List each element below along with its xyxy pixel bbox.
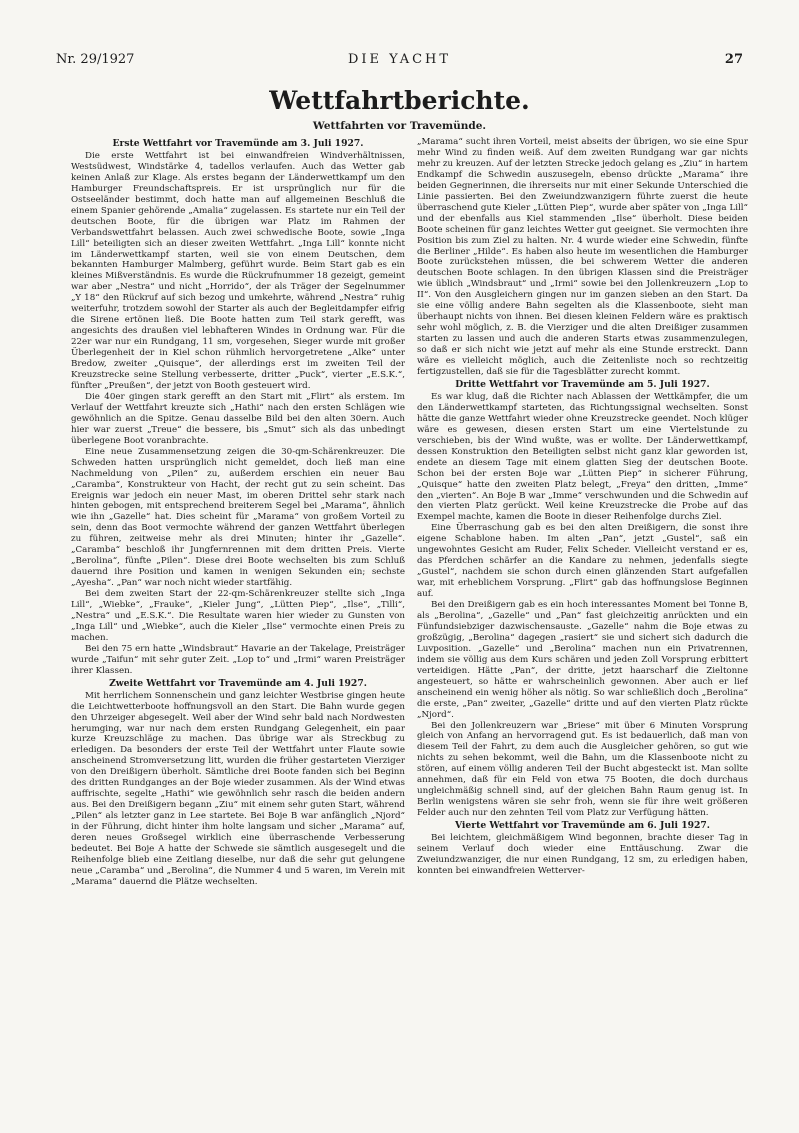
paragraph: Es war klug, daß die Richter nach Ablassen der Wettkämpfer, die um den Länderwettkampf starteten, das Richtungssignal wechselten. Sonst hätte die ganze Wettfahrt wieder ohne Kreuzstrecke geendet. Noch klüger wäre es gewesen, diesen ersten Start um eine Viertelstunde zu verschieben, bis der Wind wußte, was er wollte. Der Länderwettkampf, dessen Konstruktion den Beteiligten selbst nicht ganz klar geworden ist, endete an diesem Tage mit einem glatten Sieg der deutschen Boote. Schon bei der ersten Boje war „Lütten Piep“ in sicherer Führung, „Quisque“ hatte den zweiten Platz belegt, „Freya“ den dritten, „Imme“ den „vierten“. An Boje B war „Imme“ verschwunden und die Schwedin auf den vierten Platz gerückt. Weil keine Kreuzstrecke die Probe auf das Exempel machte, kamen die Boote in dieser Reihenfolge durchs Ziel. <box>417 391 748 523</box>
section-heading: Vierte Wettfahrt vor Travemünde am 6. Juli 1927. <box>454 820 711 832</box>
paragraph: Die erste Wettfahrt ist bei einwandfreien Windverhältnissen, Westsüdwest, Windstärke 4, tadellos verlaufen. Auch das Wetter gab keinen Anlaß zur Klage. Als erstes begann der Länderwettkampf um den Hamburger Freundschaftspreis. Er ist ursprünglich nur für die Ostseeländer bestimmt, doch hatte man auf allgemeinen Beschluß die einem Spanier gehörende „Amalia“ zugelassen. Es startete nur ein Teil der deutschen Boote, für die übrigen war Platz im Rahmen der Verbandswettfahrt belassen. Auch zwei schwedische Boote, sowie „Inga Lill“ beteiligten sich an dieser zweiten Wettfahrt. „Inga Lill“ konnte nicht im Länderwettkampf starten, weil sie von einem Deutschen, dem bekannten Hamburger Malmberg, geführt wurde. Beim Start gab es ein kleines Mißverständnis. Es wurde die Rückrufnummer 18 gezeigt, gemeint war aber „Nestra“ und nicht „Horrido“, der als Träger der Segelnummer „Y 18“ den Rückruf auf sich bezog und umkehrte, während „Nestra“ ruhig weiterfuhr, trotzdem sowohl der Starter als auch der Begleitdampfer eifrig die Sirene ertönen ließ. Die Boote hatten zum Teil stark gerefft, was angesichts des draußen viel lebhafteren Windes in Ordnung war. Für die 22er war nur ein Rundgang, 11 sm, vorgesehen, Sieger wurde mit großer Überlegenheit der in Kiel schon rühmlich hervorgetretene „Alke“ unter Bredow, zweiter „Quisque“, der allerdings erst im zweiten Teil der Kreuzstrecke seine Stellung verbesserte, dritter „Puck“, vierter „E.S.K.“, fünfter „Preußen“, der jetzt von Booth gesteuert wird. <box>71 150 405 391</box>
left-column <box>71 137 405 1097</box>
paragraph: „Marama“ sucht ihren Vorteil, meist abseits der übrigen, wo sie eine Spur mehr Wind zu finden weiß. Auf dem zweiten Rundgang war gar nichts mehr zu kreuzen. Auf der letzten Strecke jedoch gelang es „Ziu“ in hartem Endkampf die Schwedin auszusegeln, ebenso drückte „Marama“ ihre beiden Gegnerinnen, die ihrerseits nur mit einer Sekunde Unterschied die Linie passierten. Bei den Zweiundzwanzigern führte zuerst die heute überraschend gute Kieler „Lütten Piep“, wurde aber später von „Inga Lill“ und der ebenfalls aus Kiel stammenden „Ilse“ überholt. Diese beiden Boote scheinen für ganz leichtes Wetter gut geeignet. Sie vermochten ihre Position bis zum Ziel zu halten. Nr. 4 wurde wieder eine Schwedin, fünfte die Berliner „Hilde“. Es haben also heute im wesentlichen die Hamburger Boote zurückstehen müssen, die bei schwerem Wetter die anderen deutschen Boote schlagen. In den übrigen Klassen sind die Preisträger wie üblich „Windsbraut“ und „Irmi“ sowie bei den Jollenkreuzern „Lop to II“. Von den Ausgleichern gingen nur im ganzen sieben an den Start. Da sie eine völlig andere Bahn segelten als die Klassenboote, sieht man überhaupt nichts von ihnen. Bei diesen kleinen Feldern wäre es praktisch sehr wohl möglich, z. B. die Vierziger und die alten Dreißiger zusammen starten zu lassen und auch die anderen Starts etwas zusammenzulegen, so daß er sich nicht wie jetzt auf mehr als eine Stunde erstreckt. Dann wäre es vielleicht möglich, auch die Zeitenliste noch so rechtzeitig fertigzustellen, daß sie für die Tagesblätter zurecht kommt. <box>417 137 748 378</box>
paragraph: Bei den Jollenkreuzern war „Briese“ mit über 6 Minuten Vorsprung gleich von Anfang an hervorragend gut. Es ist bedauerlich, daß man von diesem Teil der Fahrt, zu dem auch die Ausgleicher gehören, so gut wie nichts zu sehen bekommt, weil die Bahn, um die Klassenboote nicht zu stören, auf einem völlig anderen Teil der Bucht abgesteckt ist. Man sollte annehmen, daß für ein Feld von etwa 75 Booten, die doch durchaus ungleichmäßig schnell sind, auf der gleichen Bahn Raum genug ist. In Berlin wenigstens wären sie sehr froh, wenn sie für ihre weit größeren Felder auch nur den zehnten Teil vom Platz zur Verfügung hätten. <box>417 720 748 819</box>
right-column <box>417 137 748 1097</box>
section-heading: Zweite Wettfahrt vor Travemünde am 4. Juli 1927. <box>109 677 367 689</box>
paragraph: Bei den 75 ern hatte „Windsbraut“ Havarie an der Takelage, Preisträger wurde „Taifun“ mit sehr guter Zeit. „Lop to“ und „Irmi“ waren Preisträger ihrer Klassen. <box>71 643 405 676</box>
paragraph: Bei dem zweiten Start der 22-qm-Schärenkreuzer stellte sich „Inga Lill“, „Wiebke“, „Frauke“, „Kieler Jung“, „Lütten Piep“, „Ilse“, „Tilli“, „Nestra“ und „E.S.K.“. Die Resultate waren hier wieder zu Gunsten von „Inga Lill“ und „Wiebke“, auch die Kieler „Ilse“ vermochte einen Preis zu machen. <box>71 589 405 643</box>
paragraph: Bei den Dreißigern gab es ein hoch interessantes Moment bei Tonne B, als „Berolina“, „Gazelle“ und „Pan“ fast gleichzeitig anrückten und ein Fünfundsiebziger dazwischensauste. „Gazelle“ nahm die Boje etwas zu großzügig, „Berolina“ dagegen „rasiert“ sie und sichert sich dadurch die Luvposition. „Gazelle“ und „Berolina“ machen nun ein Privatrennen, indem sie völlig aus dem Kurs schären und jeden Zoll Vorsprung erbittert verteidigen. Hätte „Pan“, der dritte, jetzt haarscharf die Zieltonne angesteuert, so hätte er wahrscheinlich gewonnen. Aber auch er lief anscheinend ein wenig höher als nötig. So war schließlich doch „Berolina“ die erste, „Pan“ zweiter, „Gazelle“ dritte und auf den vierten Platz rückte „Njord“. <box>417 600 748 720</box>
paragraph: Eine Überraschung gab es bei den alten Dreißigern, die sonst ihre eigene Schablone haben. Im alten „Pan“, jetzt „Gustel“, saß ein ungewohntes Gesicht am Ruder, Felix Scheder. Vielleicht verstand er es, das Pferdchen schärfer an die Kandare zu nehmen, jedenfalls siegte „Gustel“, nachdem sie schon durch einen glänzenden Start aufgefallen war, mit erheblichem Vorsprung. „Flirt“ gab das hoffnungslose Beginnen auf. <box>417 523 748 600</box>
paragraph: Mit herrlichem Sonnenschein und ganz leichter Westbrise gingen heute die Leichtwetterboote hoffnungsvoll an den Start. Die Bahn wurde gegen den Uhrzeiger abgesegelt. Weil aber der Wind sehr bald nach Nordwesten herumging, war nur nach dem ersten Rundgang Gelegenheit, ein paar kurze Kreuzschläge zu machen. Das übrige war als Streckbug zu erledigen. Da besonders der erste Teil der Wettfahrt unter Flaute sowie anscheinend Stromversetzung litt, wurden die früher gestarteten Vierziger von den Dreißigern überholt. Sämtliche drei Boote fanden sich bei Beginn des dritten Rundganges an der Boje wieder zusammen. Als der Wind etwas auffrischte, segelte „Hathi“ wie gewöhnlich sehr rasch die beiden andern aus. Bei den Dreißigern begann „Ziu“ mit einem sehr guten Start, während „Pilen“ als letzter ganz in Lee startete. Bei Boje B war anfänglich „Njord“ in der Führung, dicht hinter ihm holte langsam und sicher „Marama“ auf, deren neues Großsegel wirklich eine überraschende Verbesserung bedeutet. Bei Boje A hatte der Schwede sie sämtlich ausgesegelt und die Reihenfolge blieb eine Zeitlang dieselbe, nur daß die sehr gut gelungene neue „Caramba“ und „Berolina“, die Nummer 4 und 5 waren, im Verein mit „Marama“ dauernd die Plätze wechselten. <box>71 690 405 887</box>
journal-name: DIE YACHT <box>347 52 452 67</box>
section-heading: Erste Wettfahrt vor Travemünde am 3. Juli 1927. <box>112 138 364 149</box>
section-heading: Dritte Wettfahrt vor Travemünde am 5. Juli 1927. <box>455 378 710 390</box>
page-number: 27 <box>724 52 743 67</box>
page-title: Wettfahrtberichte. <box>269 86 530 115</box>
page-subtitle: Wettfahrten vor Travemünde. <box>312 120 487 132</box>
paragraph: Bei leichtem, gleichmäßigem Wind begonnen, brachte dieser Tag in seinem Verlauf doch wieder eine Enttäuschung. Zwar die Zweiundzwanziger, die nur einen Rundgang, 12 sm, zu erledigen haben, konnten bei einwandfreien Wetterver- <box>417 833 748 876</box>
issue-number: Nr. 29/1927 <box>56 52 135 67</box>
running-header <box>56 52 743 72</box>
paragraph: Die 40er gingen stark gerefft an den Start mit „Flirt“ als erstem. Im Verlauf der Wettfahrt kreuzte sich „Hathi“ nach den ersten Schlägen wie gewöhnlich an die Spitze. Genau dasselbe Bild bei den alten 30ern. Auch hier war zuerst „Treue“ die bessere, bis „Smut“ sich als das unbedingt überlegene Boot voranbrachte. <box>71 391 405 446</box>
paragraph: Eine neue Zusammensetzung zeigen die 30-qm-Schärenkreuzer. Die Schweden hatten ursprünglich nicht gemeldet, doch ließ man eine Nachmeldung von „Pilen“ zu, außerdem erschien ein neuer Bau „Caramba“, Konstrukteur von Hacht, der recht gut zu sein scheint. Das Ereignis war jedoch ein neuer Mast, im oberen Drittel sehr stark nach hinten gebogen, mit entsprechend breiterem Segel bei „Marama“, ähnlich wie ihn „Gazelle“ hat. Dies scheint für „Marama“ von großem Vorteil zu sein, denn das Boot vermochte während der ganzen Wettfahrt überlegen zu führen, zeitweise mehr als drei Minuten; hinter ihr „Gazelle“. „Caramba“ beschloß ihr Jungfernrennen mit dem dritten Preis. Vierte „Berolina“, fünfte „Pilen“. Diese drei Boote wechselten bis zum Schluß dauernd ihre Position und kamen in wenigen Sekunden ein; sechste „Ayesha“. „Pan“ war noch nicht wieder startfähig. <box>71 446 405 589</box>
